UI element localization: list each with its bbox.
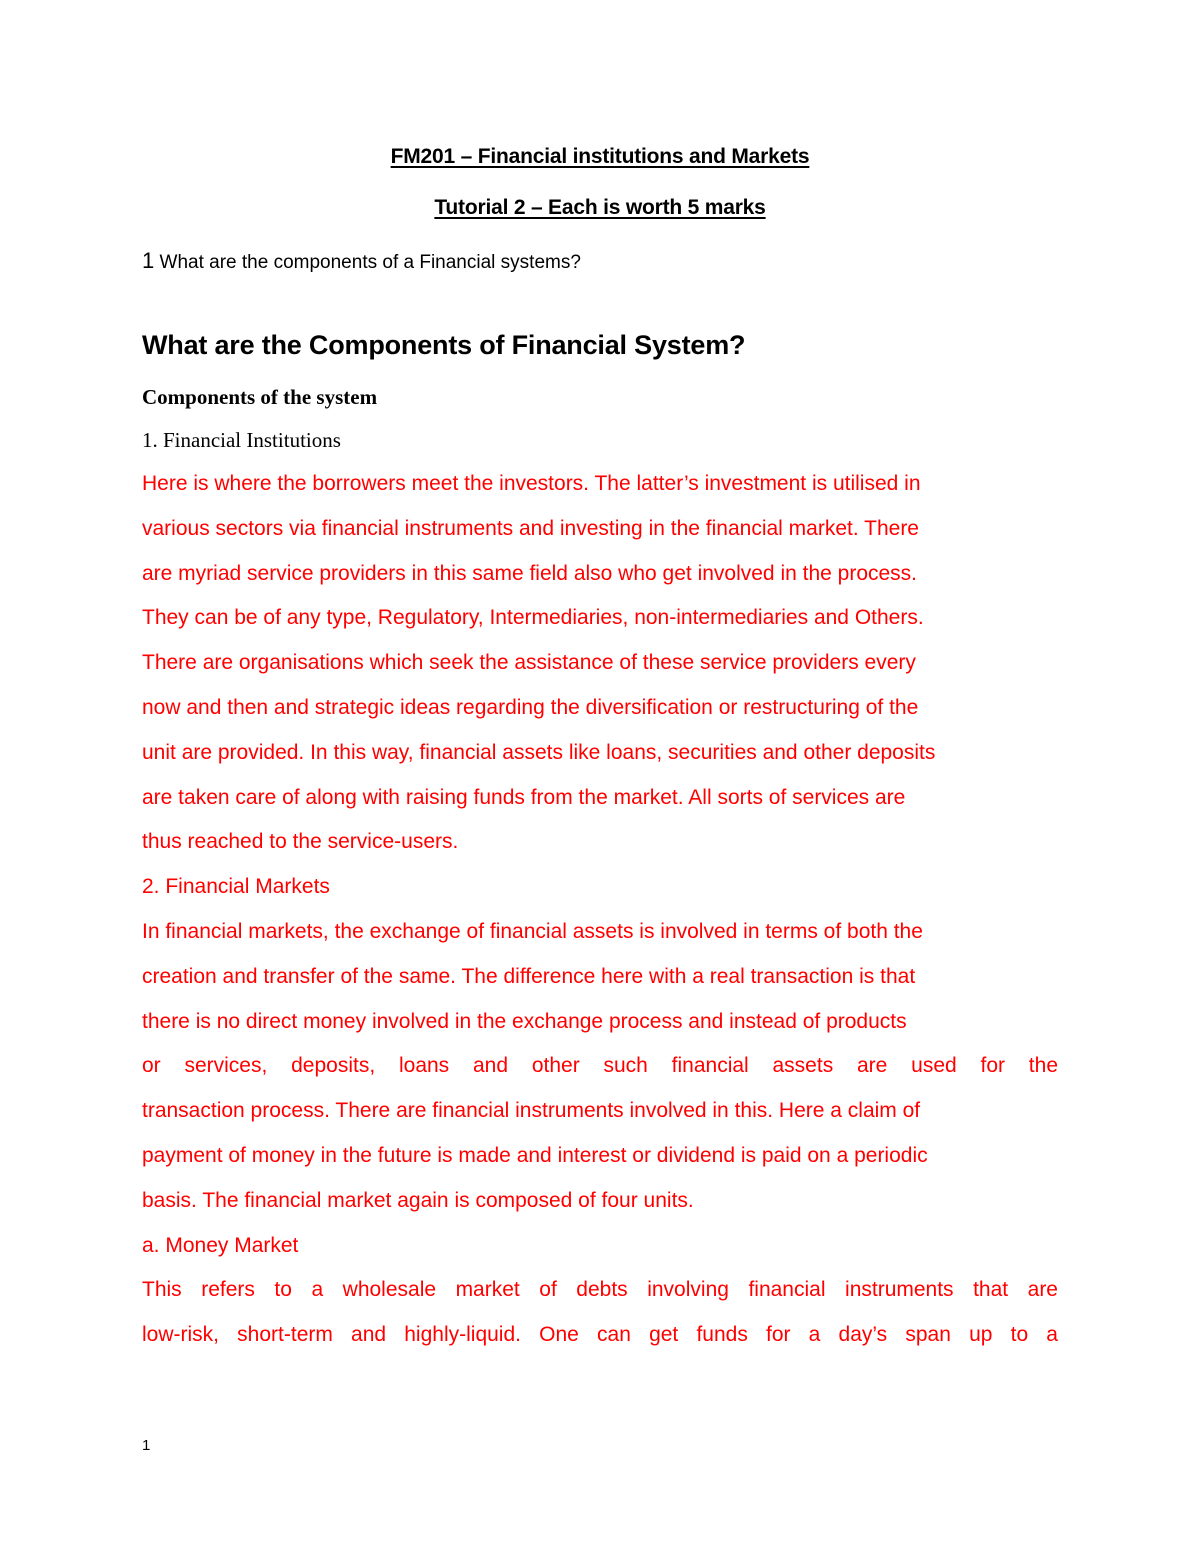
paragraph-line: There are organisations which seek the assistance of these service providers every [142,651,916,675]
paragraph-line: there is no direct money involved in the exchange process and instead of products [142,1009,907,1033]
item-1-label: 1. Financial Institutions [142,428,341,452]
paragraph-line: payment of money in the future is made and interest or dividend is paid on a periodic [142,1143,928,1167]
paragraph-line: thus reached to the service-users. [142,830,459,854]
paragraph-line: basis. The financial market again is composed of four units. [142,1188,694,1212]
paragraph-line: In financial markets, the exchange of financial assets is involved in terms of both the [142,919,923,943]
answer-paragraph-1 [142,462,1058,1358]
paragraph-line: are taken care of along with raising funds from the market. All sorts of services are [142,785,906,809]
page-number: 1 [142,1437,151,1454]
document-subtitle: Tutorial 2 – Each is worth 5 marks [434,196,766,219]
paragraph-line: They can be of any type, Regulatory, Intermediaries, non-intermediaries and Others. [142,606,924,630]
paragraph-line: are myriad service providers in this same field also who get involved in the process. [142,561,918,585]
paragraph-line: unit are provided. In this way, financial assets like loans, securities and other deposits [142,740,936,764]
paragraph-line: transaction process. There are financial instruments involved in this. Here a claim of [142,1099,921,1123]
item-2-label: 2. Financial Markets [142,875,330,899]
paragraph-line: or services, deposits, loans and other such financial assets are used for the [142,1054,1058,1078]
paragraph-line: various sectors via financial instruments and investing in the financial market. There [142,516,919,540]
question-number: 1 [142,248,155,273]
paragraph-line: creation and transfer of the same. The difference here with a real transaction is that [142,964,916,988]
item-a-label: a. Money Market [142,1233,299,1257]
section-subheading: Components of the system [142,385,378,409]
question-1 [142,248,581,274]
paragraph-line: now and then and strategic ideas regarding the diversification or restructuring of the [142,695,919,719]
paragraph-line: low-risk, short-term and highly-liquid. One can get funds for a day’s span up to a [142,1323,1058,1347]
paragraph-line: Here is where the borrowers meet the investors. The latter’s investment is utilised in [142,472,921,495]
paragraph-line: This refers to a wholesale market of debts involving financial instruments that are [142,1278,1058,1302]
question-text: What are the components of a Financial systems? [159,252,581,273]
section-heading: What are the Components of Financial System? [142,330,746,360]
document-title: FM201 – Financial institutions and Markets [390,145,810,168]
